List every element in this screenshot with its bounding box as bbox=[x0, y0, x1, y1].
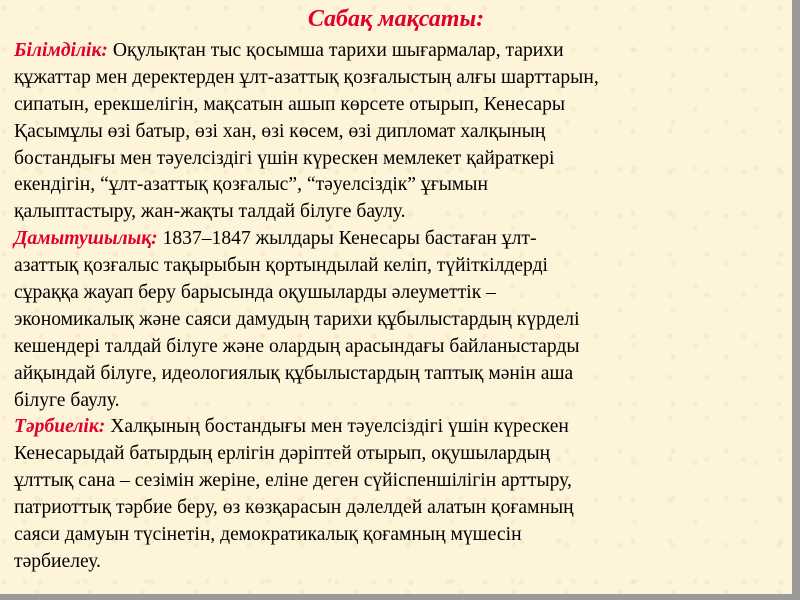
text-line: саяси дамуын түсінетін, демократикалық қоғамның мүшесін bbox=[14, 524, 522, 546]
text-line: Кенесарыдай батырдың ерлігін дәріптей отырып, оқушылардың bbox=[14, 443, 551, 465]
text-line: патриоттық тәрбие беру, өз көзқарасын дәлелдей алатын қоғамның bbox=[14, 497, 574, 519]
text-line: азаттық қозғалыс тақырыбын қортындылай келіп, түйіткілдерді bbox=[14, 255, 548, 277]
slide-title: Сабақ мақсаты: bbox=[307, 6, 485, 32]
text-line: Қасымұлы өзі батыр, өзі хан, өзі көсем, өзі дипломат халқының bbox=[14, 120, 546, 142]
text-line: кешендері талдай білуге және олардың арасындағы байланыстарды bbox=[14, 335, 580, 357]
text-line: қалыптастыру, жан-жақты талдай білуге баулу. bbox=[14, 201, 406, 223]
section-development-line-1 bbox=[14, 226, 784, 253]
section-label-upbringing: Тәрбиелік: bbox=[14, 416, 106, 438]
text-line: Халқының бостандығы мен тәуелсіздігі үшін күрескен bbox=[105, 416, 569, 438]
section-label-development: Дамытушылық: bbox=[14, 228, 158, 250]
text-line: Оқулықтан тыс қосымша тарихи шығармалар, тарихи bbox=[107, 40, 564, 61]
slide-body bbox=[14, 38, 784, 576]
text-line: екендігін, “ұлт-азаттық қозғалыс”, “тәуелсіздік” ұғымын bbox=[14, 174, 488, 196]
section-knowledge-line-1 bbox=[14, 38, 784, 65]
text-line: бостандығы мен тәуелсіздігі үшін күрескен мемлекет қайраткері bbox=[14, 147, 555, 169]
text-line: білуге баулу. bbox=[14, 389, 120, 411]
text-line: құжаттар мен деректерден ұлт-азаттық қозғалыстың алғы шарттарын, bbox=[14, 66, 599, 88]
section-label-knowledge: Білімділік: bbox=[14, 40, 108, 61]
text-line: тәрбиелеу. bbox=[14, 550, 101, 572]
text-line: сипатын, ерекшелігін, мақсатын ашып көрсете отырып, Кенесары bbox=[14, 93, 566, 115]
text-line: экономикалық және саяси дамудың тарихи құбылыстардың күрделі bbox=[14, 308, 580, 330]
text-line: сұраққа жауап беру барысында оқушыларды әлеуметтік – bbox=[14, 282, 496, 304]
text-line: ұлттық сана – сезімін жеріне, еліне деген сүйіспеншілігін арттыру, bbox=[14, 470, 572, 492]
text-line: айқындай білуге, идеологиялық құбылыстардың таптық мәнін аша bbox=[14, 362, 574, 384]
section-upbringing-line-1 bbox=[14, 414, 784, 441]
text-line: 1837–1847 жылдары Кенесары бастаған ұлт- bbox=[157, 228, 537, 250]
